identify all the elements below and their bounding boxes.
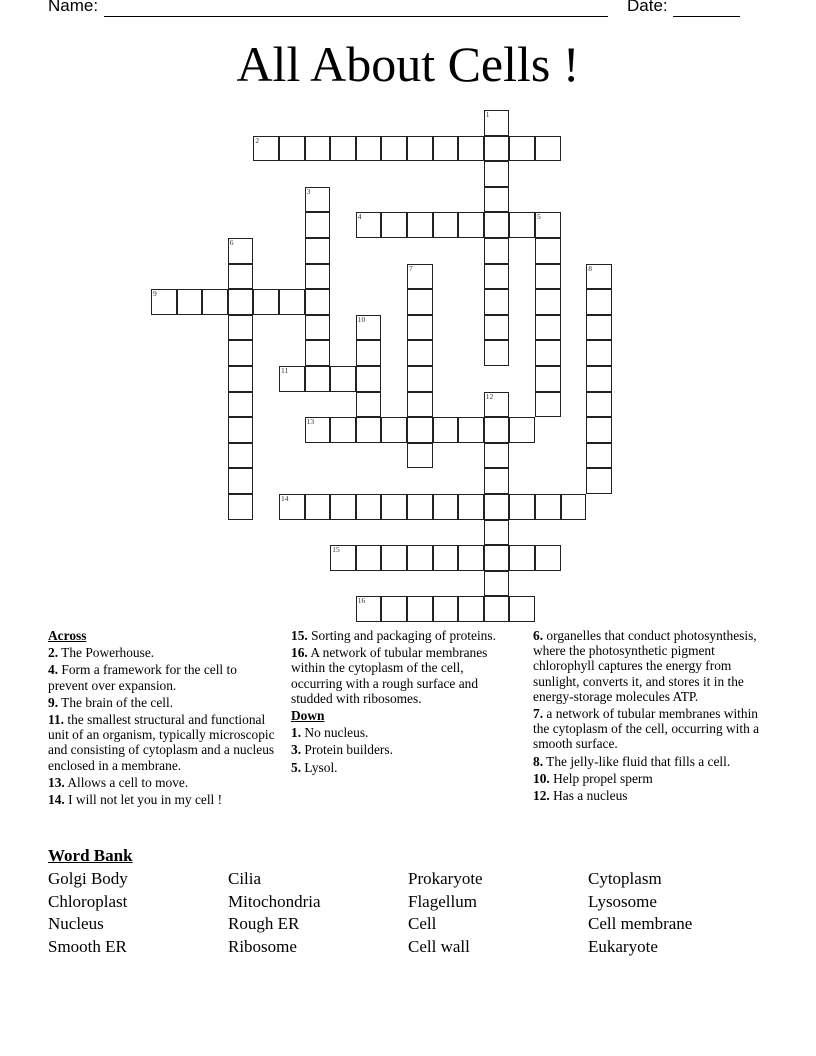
crossword-cell[interactable] [484, 238, 510, 264]
clue-number: 7. [533, 706, 544, 722]
crossword-cell[interactable] [535, 264, 561, 290]
clue-number: 14. [48, 792, 65, 808]
clue-text: The jelly-like fluid that fills a cell. [546, 753, 731, 769]
clue-number: 2. [48, 645, 59, 661]
crossword-cell[interactable] [509, 494, 535, 520]
clue-number-label: 3 [306, 186, 311, 196]
crossword-cell[interactable] [535, 136, 561, 162]
word-bank-item: Flagellum [408, 891, 477, 911]
crossword-cell[interactable] [535, 494, 561, 520]
crossword-cell[interactable] [356, 545, 382, 571]
clue-number-label: 8 [588, 263, 592, 273]
crossword-cell[interactable] [484, 468, 510, 494]
crossword-cell[interactable] [356, 596, 382, 622]
clue-number: 5. [291, 759, 302, 775]
crossword-cell[interactable] [202, 289, 228, 315]
crossword-cell[interactable] [586, 264, 612, 290]
crossword-cell[interactable] [484, 264, 510, 290]
word-bank-item: Cell [408, 914, 437, 934]
crossword-cell[interactable] [484, 212, 510, 238]
clue-number-label: 15 [332, 545, 340, 555]
crossword-cell[interactable] [330, 494, 356, 520]
crossword-cell[interactable] [356, 417, 382, 443]
word-bank-item: Cilia [228, 869, 262, 888]
crossword-cell[interactable] [305, 340, 331, 366]
clue-number: 1. [291, 725, 302, 741]
crossword-cell[interactable] [305, 289, 331, 315]
crossword-cell[interactable] [586, 417, 612, 443]
crossword-cell[interactable] [561, 494, 587, 520]
crossword-cell[interactable] [407, 264, 433, 290]
crossword-cell[interactable] [305, 238, 331, 264]
clue-down-5 [291, 760, 517, 775]
clue-down-1 [291, 725, 517, 740]
across-heading: Across [48, 628, 87, 643]
crossword-cell[interactable] [458, 136, 484, 162]
crossword-cell[interactable] [356, 340, 382, 366]
crossword-cell[interactable] [509, 545, 535, 571]
clue-down-8 [533, 754, 763, 769]
crossword-cell[interactable] [586, 443, 612, 469]
clue-text: Protein builders. [304, 742, 393, 758]
name-label: Name: [48, 0, 99, 15]
crossword-cell[interactable] [356, 315, 382, 341]
clue-number-label: 6 [229, 238, 234, 247]
clue-text: a network of tubular membranes within the cytoplasm of the cell, occurring with a smooth surface. [533, 706, 760, 752]
crossword-cell[interactable] [228, 315, 254, 341]
clue-text: The Powerhouse. [61, 645, 155, 661]
crossword-cell[interactable] [407, 315, 433, 341]
crossword-cell[interactable] [305, 417, 331, 443]
clue-number-label: 1 [485, 110, 490, 119]
crossword-cell[interactable] [586, 340, 612, 366]
crossword-cell[interactable] [407, 545, 433, 571]
crossword-cell[interactable] [381, 494, 407, 520]
crossword-cell[interactable] [484, 315, 510, 341]
crossword-cell[interactable] [535, 340, 561, 366]
clue-number: 9. [48, 694, 59, 710]
word-bank-item: Nucleus [48, 914, 104, 934]
clue-number-label: 9 [153, 289, 157, 299]
clue-across-11 [48, 712, 280, 773]
clue-number-label: 16 [357, 596, 366, 606]
crossword-cell[interactable] [305, 212, 331, 238]
clue-number-label: 10 [357, 314, 366, 324]
clue-text: Sorting and packaging of proteins. [311, 628, 496, 643]
clue-number-label: 7 [409, 263, 413, 273]
clue-number-label: 5 [537, 212, 541, 222]
crossword-cell[interactable] [458, 545, 484, 571]
page-title: All About Cells ! [236, 36, 580, 92]
crossword-cell[interactable] [279, 366, 305, 392]
clue-number: 11. [48, 712, 64, 728]
clue-across-9 [48, 695, 280, 710]
crossword-cell[interactable] [407, 392, 433, 418]
crossword-cell[interactable] [484, 136, 510, 162]
crossword-cell[interactable] [279, 136, 305, 162]
word-bank-item: Eukaryote [588, 936, 658, 956]
crossword-cell[interactable] [253, 289, 279, 315]
crossword-cell[interactable] [305, 315, 331, 341]
clue-text: A network of tubular membranes within the cytoplasm of the cell, occurring with a rough surface and studded with ribosomes. [291, 645, 488, 706]
crossword-cell[interactable] [433, 212, 459, 238]
clue-number-label: 2 [255, 135, 260, 145]
crossword-cell[interactable] [509, 136, 535, 162]
crossword-cell[interactable] [356, 392, 382, 418]
clue-number: 15. [291, 628, 308, 643]
crossword-cell[interactable] [586, 366, 612, 392]
clue-number: 3. [291, 742, 302, 758]
crossword-cell[interactable] [381, 417, 407, 443]
crossword-cell[interactable] [228, 468, 254, 494]
crossword-cell[interactable] [305, 494, 331, 520]
crossword-cell[interactable] [381, 212, 407, 238]
clue-down-3 [291, 742, 517, 757]
crossword-cell[interactable] [228, 289, 254, 315]
crossword-cell[interactable] [586, 315, 612, 341]
crossword-cell[interactable] [253, 136, 279, 162]
clue-text: Help propel sperm [553, 770, 653, 786]
clue-number-label: 14 [281, 494, 289, 503]
clue-number-label: 11 [281, 366, 289, 375]
crossword-cell[interactable] [535, 366, 561, 392]
word-bank-item: Cell membrane [588, 914, 693, 934]
crossword-cell[interactable] [330, 545, 356, 571]
clue-number: 13. [48, 774, 65, 790]
crossword-cell[interactable] [509, 417, 535, 443]
crossword-cell[interactable] [484, 596, 510, 622]
clue-text: No nucleus. [304, 725, 369, 741]
crossword-cell[interactable] [407, 417, 433, 443]
clue-across-13 [48, 775, 280, 790]
crossword-cell[interactable] [228, 443, 254, 469]
word-bank-item: Smooth ER [48, 936, 127, 956]
clue-across-16 [291, 645, 517, 706]
crossword-cell[interactable] [509, 596, 535, 622]
crossword-cell[interactable] [407, 596, 433, 622]
crossword-cell[interactable] [228, 392, 254, 418]
crossword-cell[interactable] [177, 289, 203, 315]
crossword-cell[interactable] [458, 417, 484, 443]
crossword-cell[interactable] [407, 494, 433, 520]
clue-number: 16. [291, 645, 308, 661]
crossword-cell[interactable] [484, 443, 510, 469]
crossword-cell[interactable] [586, 392, 612, 418]
crossword-cell[interactable] [484, 110, 510, 136]
clue-text: Lysol. [304, 759, 338, 775]
crossword-cell[interactable] [509, 212, 535, 238]
word-bank-item: Cytoplasm [588, 869, 662, 888]
crossword-cell[interactable] [305, 366, 331, 392]
crossword-cell[interactable] [279, 289, 305, 315]
clue-down-7 [533, 706, 763, 752]
crossword-cell[interactable] [484, 187, 510, 213]
clue-text: The brain of the cell. [61, 694, 174, 710]
crossword-cell[interactable] [586, 468, 612, 494]
crossword-cell[interactable] [356, 366, 382, 392]
clues-column-3 [533, 628, 763, 805]
crossword-cell[interactable] [535, 238, 561, 264]
crossword-cell[interactable] [484, 494, 510, 520]
word-bank-list [48, 868, 768, 958]
clue-across-15 [291, 628, 517, 643]
crossword-cell[interactable] [151, 289, 177, 315]
crossword-cell[interactable] [381, 136, 407, 162]
crossword-cell[interactable] [535, 315, 561, 341]
word-bank-item: Chloroplast [48, 891, 128, 911]
clues-column-1 [48, 628, 280, 809]
crossword-cell[interactable] [484, 161, 510, 187]
word-bank-title: Word Bank [48, 846, 133, 865]
crossword-cell[interactable] [484, 392, 510, 418]
down-heading: Down [291, 708, 325, 724]
crossword-cell[interactable] [381, 596, 407, 622]
clue-number: 8. [533, 753, 544, 769]
clue-text: Has a nucleus [553, 788, 628, 804]
clue-down-10 [533, 771, 763, 786]
crossword-cell[interactable] [535, 212, 561, 238]
crossword-cell[interactable] [484, 545, 510, 571]
crossword-cell[interactable] [535, 289, 561, 315]
crossword-cell[interactable] [381, 545, 407, 571]
crossword-cell[interactable] [228, 366, 254, 392]
word-bank-item: Prokaryote [408, 869, 483, 888]
crossword-cell[interactable] [407, 366, 433, 392]
word-bank-item: Golgi Body [48, 869, 128, 888]
clue-across-2 [48, 645, 280, 660]
clue-number-label: 4 [357, 212, 362, 222]
crossword-cell[interactable] [305, 264, 331, 290]
crossword-cell[interactable] [433, 494, 459, 520]
crossword-cell[interactable] [433, 136, 459, 162]
crossword-cell[interactable] [279, 494, 305, 520]
crossword-cell[interactable] [433, 417, 459, 443]
clue-across-14 [48, 792, 280, 807]
crossword-cell[interactable] [305, 136, 331, 162]
clue-across-4 [48, 662, 280, 692]
clue-text: Allows a cell to move. [67, 774, 189, 790]
crossword-cell[interactable] [535, 545, 561, 571]
crossword-cell[interactable] [330, 366, 356, 392]
word-bank-item: Lysosome [588, 891, 657, 911]
crossword-cell[interactable] [228, 264, 254, 290]
crossword-cell[interactable] [330, 136, 356, 162]
crossword-cell[interactable] [228, 417, 254, 443]
word-bank-item: Mitochondria [228, 891, 321, 911]
word-bank-item: Ribosome [228, 936, 297, 956]
clues-column-2 [291, 628, 517, 777]
crossword-cell[interactable] [535, 392, 561, 418]
crossword-cell[interactable] [407, 289, 433, 315]
clue-number-label: 12 [485, 391, 494, 401]
crossword-cell[interactable] [356, 212, 382, 238]
crossword-cell[interactable] [458, 596, 484, 622]
crossword-cell[interactable] [356, 494, 382, 520]
clue-text: the smallest structural and functional unit of an organism, typically microscopic and consisting of cytoplasm and a nucleus enclosed in a membrane. [48, 712, 275, 773]
crossword-cell[interactable] [484, 340, 510, 366]
crossword-cell[interactable] [484, 520, 510, 546]
crossword-cell[interactable] [407, 340, 433, 366]
crossword-cell[interactable] [356, 136, 382, 162]
clue-text: Form a framework for the cell to prevent over expansion. [48, 662, 237, 693]
clue-number-label: 13 [306, 417, 315, 427]
clue-number: 4. [48, 662, 59, 678]
clue-down-6 [533, 628, 763, 704]
clue-number: 12. [533, 788, 550, 804]
crossword-cell[interactable] [407, 212, 433, 238]
crossword-cell[interactable] [458, 494, 484, 520]
crossword-cell[interactable] [305, 187, 331, 213]
crossword-cell[interactable] [228, 238, 254, 264]
word-bank-item: Cell wall [408, 936, 470, 956]
crossword-cell[interactable] [407, 136, 433, 162]
crossword-cell[interactable] [433, 545, 459, 571]
crossword-cell[interactable] [484, 289, 510, 315]
word-bank [48, 846, 768, 958]
crossword-cell[interactable] [586, 289, 612, 315]
clue-text: I will not let you in my cell ! [68, 792, 223, 808]
crossword-cell[interactable] [330, 417, 356, 443]
clue-down-12 [533, 788, 763, 803]
clue-text: organelles that conduct photosynthesis, where the photosynthetic pigment chlorophyll captures the energy from sunlight, converts it, and stores it in the energy-storage molecules ATP. [533, 628, 757, 704]
word-bank-item: Rough ER [228, 914, 300, 934]
crossword-cell[interactable] [458, 212, 484, 238]
crossword-cell[interactable] [228, 494, 254, 520]
crossword-cell[interactable] [484, 571, 510, 597]
crossword-cell[interactable] [228, 340, 254, 366]
date-label: Date: [627, 0, 668, 15]
crossword-cell[interactable] [407, 443, 433, 469]
clue-number: 10. [533, 770, 550, 786]
crossword-cell[interactable] [433, 596, 459, 622]
clue-number: 6. [533, 628, 544, 643]
crossword-cell[interactable] [484, 417, 510, 443]
